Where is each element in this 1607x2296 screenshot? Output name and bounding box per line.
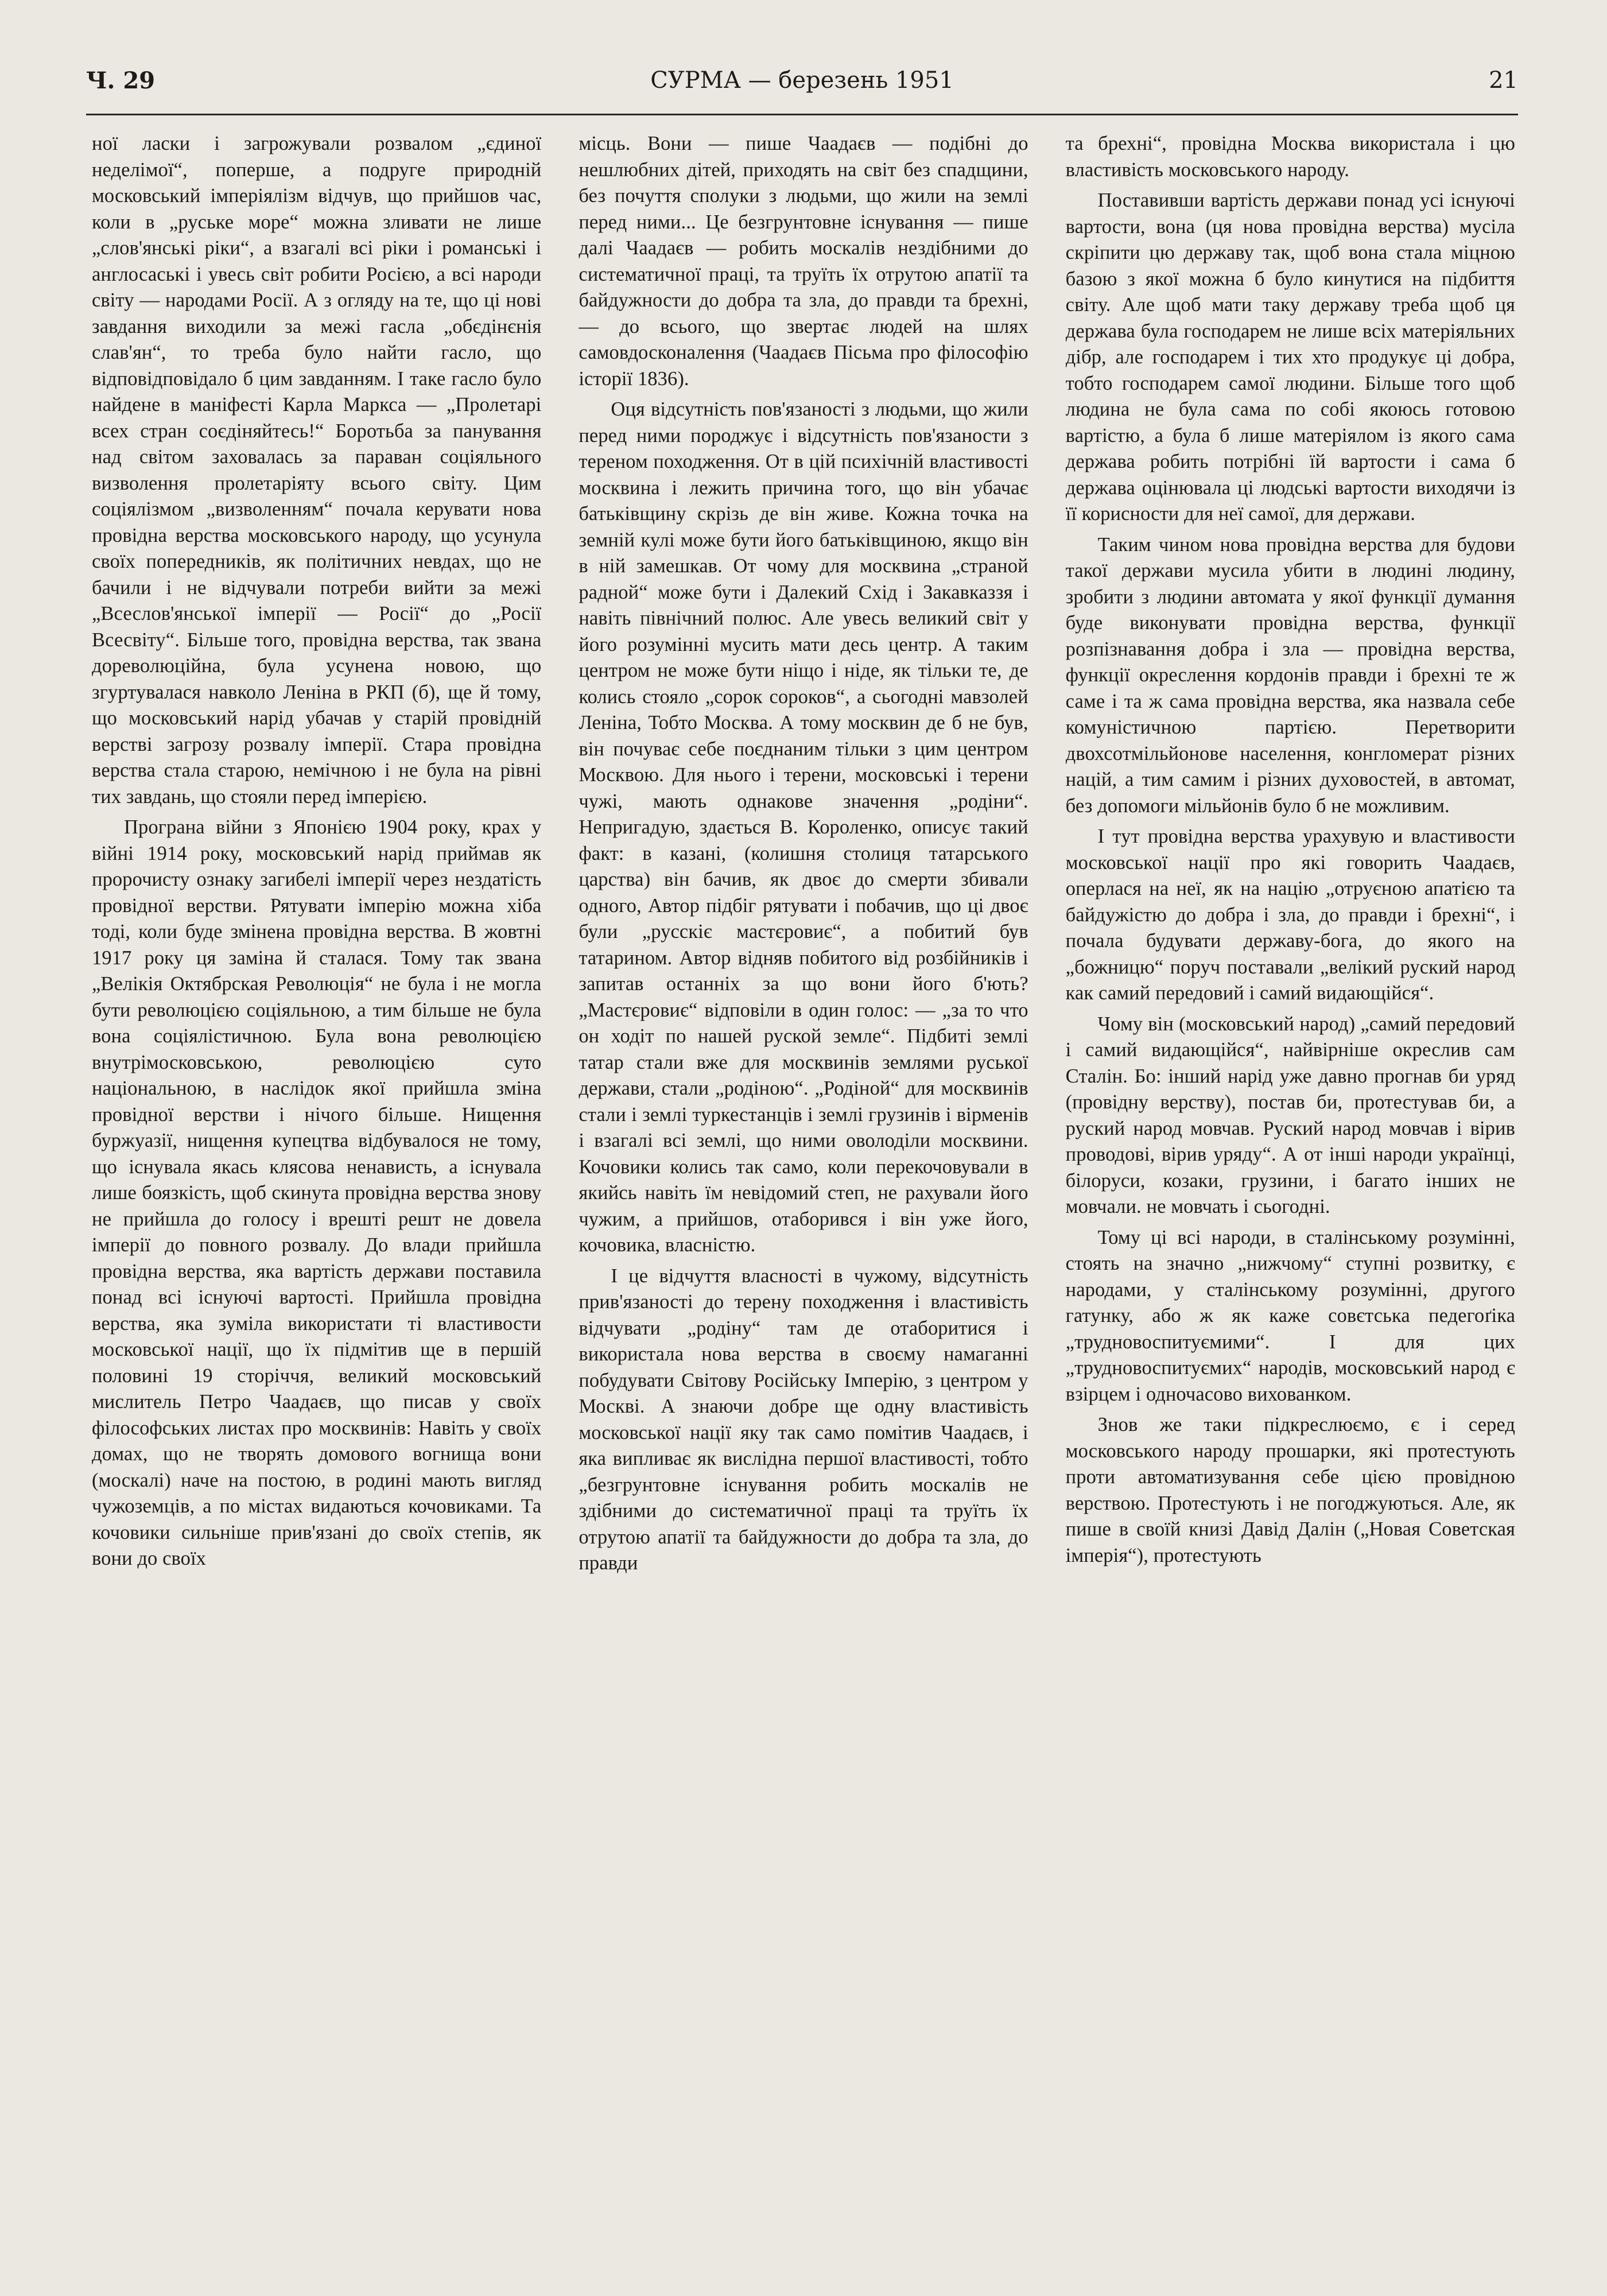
paragraph: Таким чином нова провідна верства для будови такої держави мусила убити в людині людину, зробити з людини автомата у якої функції думання буде виконувати провідна верства, функції розпізнавання добра і зла — провідна верства, функції окреслення кордонів правди і брехні те ж саме і та ж сама провідна верства, яка назвала себе комуністичною партією. Перетворити двохсотмільйонове населення, конгломерат різних націй, а тим самим і різних духовостей, в автомат, без допомоги мільйонів було б не можливим. — [1065, 533, 1515, 817]
paragraph: місць. Вони — пише Чаадаєв — подібні до нешлюбних дітей, приходять на світ без спадщини, без почуття сполуки з людьми, що жили на землі перед ними... Це безгрунтовне існування — пише далі Чаадаєв — робить москалів нездібними до систематичної праці, та труїть їх отрутою апатії та байдужности до добра та зла, до правди та брехні, — до всього, що звертає людей на шлях самовдосконалення (Чаадаєв Пісьма про філософію історії 1836). — [579, 133, 1028, 390]
page-header — [86, 57, 1518, 103]
paragraph: І тут провідна верства урахувую и властивости московської нації про які говорить Чаадаєв, оперлася на неї, як на націю „отруєною апатією та байдужістю до добра і зла, до правди і брехні“, і почала будувати державу-бога, до якого на „божницю“ поруч поставали „велікий руский народ как самий передовий і самий видающійся“. — [1065, 825, 1515, 1004]
column-2 — [579, 131, 1028, 2266]
paragraph: Чому він (московський народ) „самий передовий і самий видающійся“, найвірніше окреслив сам Сталін. Бо: інший нарід уже давно прогнав би уряд (провідну верству), постав би, протестував би, а руский народ мовчав. Руский народ мовчав і вірив проводові, вірив уряду“. А от інші народи українці, білоруси, козаки, грузини, і багато інших не мовчали. не мовчать і сьогодні. — [1065, 1013, 1515, 1217]
header-rule — [86, 114, 1518, 115]
paragraph: Поставивши вартість держави понад усі існуючі вартости, вона (ця нова провідна верства) мусіла скріпити цю державу так, щоб вона стала міцною базою з якої можна б було кинутися на підбиття світу. Але щоб мати таку державу треба щоб ця держава була господарем не лише всіх матеріяльних дібр, але господарем і тих хто продукує ці добра, тобто господарем самої людини. Більше того щоб людина не була сама по собі якоюсь готовою вартістю, а була б лише матеріялом із якого сама держава робить потрібні їй вартости і сама б держава оцінювала ці людські вартости виходячи із її корисности для неї самої, для держави. — [1065, 189, 1515, 525]
paragraph: І це відчуття власності в чужому, відсутність прив'язаності до терену походження і властивість відчувати „родіну“ там де отаборитися і використала нова верства в своєму намаганні побудувати Світову Російську Імперію, з центром у Москві. А знаючи добре ще одну властивість московської нації яку так само помітив Чаадаєв, і яка випливає як вислідна першої властивості, тобто „безгрунтовне існування робить москалів не здібними до систематичної праці та труїть їх отрутою апатії та байдужности до добра та зла, до правди — [579, 1265, 1028, 1574]
paragraph: Тому ці всі народи, в сталінському розумінні, стоять на значно „нижчому“ ступні розвитку, є народами, у сталінському розумінні, другого гатунку, або ж як каже совєтська педегоґіка „трудновоспитуємими“. І для цих „трудновоспитуємих“ народів, московський народ є взірцем і одночасово вихованком. — [1065, 1226, 1515, 1405]
publication-title: СУРМА — березень 1951 — [650, 67, 954, 94]
paragraph: Знов же таки підкреслюємо, є і серед московського народу прошарки, які протестують проти автоматизування себе цією провідною верствою. Протестують і не погоджуються. Але, як пише в своїй книзі Давід Далін („Новая Советская імперія“), протестують — [1065, 1414, 1515, 1566]
paragraph: ної ласки і загрожували розвалом „єдиної неделімої“, поперше, а подруге природній московський імперіялізм відчув, що прийшов час, коли в „руське море“ можна зливати не лише „слов'янські ріки“, а взагалі всі ріки і романські і англосаські і увесь світ робити Росією, а всі народи світу — народами Росії. А з огляду на те, що ці нові завдання виходили за межі гасла „обєдінєнія слав'ян“, то треба було найти гасло, що відповідповідало б цим завданням. І таке гасло було найдене в маніфесті Карла Маркса — „Пролетарі всех стран соєдіняйтесь!“ Боротьба за панування над світом заховалась за параван соціяльного визволення пролетаріяту всього світу. Цим соціялізмом „визволенням“ почала керувати нова провідна верства московського народу, що усунула своїх попередників, як політичних невдах, що не бачили і не відчували потреби вийти за межі „Всеслов'янської імперії — Росії“ до „Росії Всесвіту“. Більше того, провідна верства, так звана дореволюційна, була усунена новою, що згуртувалася навколо Леніна в РКП (б), ще й тому, що московський нарід убачав у старій провідній верстві загрозу розвалу імперії. Стара провідна верства стала старою, немічною і не була на рівні тих завдань, що стояли перед імперією. — [92, 133, 542, 808]
column-3 — [1066, 131, 1515, 2266]
paragraph: Оця відсутність пов'язаності з людьми, що жили перед ними породжує і відсутність пов'язаности з тереном походження. От в цій психічній властивості москвина і лежить причина того, що він убачає батьківщину скрізь де він живе. Кожна точка на земній кулі може бути його батьківщиною, якщо він в ній замешкав. От чому для москвина „страной радной“ може бути і Далекий Схід і Закавказзя і навіть північний полюс. Але увесь великий світ у його розумінні мусить мати десь центр. А таким центром не може бути ніщо і ніде, як тільки те, де колись стояло „сорок сороков“, а сьогодні мавзолей Леніна, Тобто Москва. А тому москвин де б не був, він почуває себе поєднаним тільки з цим центром Москвою. Для нього і терени, московські і терени чужі, мають однакове значення „родіни“. Непригадую, здається В. Короленко, описує такий факт: в казані, (колишня столиця татарського царства) він бачив, як двоє до смерти збивали одного, Автор підбіг рятувати і побачив, що ці двоє були „русскіє мастєровиє“, а побитий був татарином. Автор відняв побитого від розбійників і запитав останніх за що вони його б'ють? „Мастєровиє“ відповіли в один голос: — „за то что он ходіт по нашей руской земле“. Підбиті землі татар стали вже для москвинів землями руської держави, стали „родіною“. „Родіной“ для москвинів стали і землі туркестанців і землі грузинів і вірменів і взагалі всі землі, що ними оволоділи москвини. Кочовики колись так само, коли перекочовували в якийсь навіть їм невідомий степ, не рахували його чужим, а прийшов, отаборився і він уже його, кочовика, власністю. — [579, 398, 1028, 1256]
column-1 — [92, 131, 541, 2266]
article-body — [92, 131, 1515, 2266]
paragraph: Програна війни з Японією 1904 року, крах у війні 1914 року, московський нарід приймав як пророчисту ознаку загибелі імперії через нездатість провідної верстви. Рятувати імперію можна хіба тоді, коли буде змінена провідна верства. В жовтні 1917 року ця заміна й сталася. Тому так звана „Велікія Октябрская Революція“ не була і не могла бути революцією соціяльною, а тим більше не була вона соціялістичною. Була вона революцією внутрімосковською, революцією суто національною, в наслідок якої прийшла зміна провідної верстви і нічого більше. Нищення буржуазії, нищення купецтва відбувалося не тому, що існувала якась клясова ненависть, а існувала лише боязкість, щоб скинута провідна верства знову не прийшла до голосу і врешті решт не довела імперії до повного розвалу. До влади прийшла провідна верства, яка вартість держави поставила понад всі існуючі вартості. Прийшла провідна верства, яка зуміла використати ті властивости московської нації, що їх підмітив ще в першій половині 19 сторіччя, великий московський мислитель Петро Чаадаєв, що писав у своїх філософських листах про москвинів: Навіть у своїх домах, що не творять домового вогнища вони (москалі) наче на постою, в родині мають вигляд чужоземців, а по містах видаються кочовиками. Та кочовики сильніше прив'язані до своїх степів, як вони до своїх — [92, 816, 542, 1569]
page-number: 21 — [1489, 67, 1518, 94]
issue-number: Ч. 29 — [86, 67, 156, 94]
paragraph: та брехні“, провідна Москва використала і цю властивість московського народу. — [1065, 133, 1515, 181]
